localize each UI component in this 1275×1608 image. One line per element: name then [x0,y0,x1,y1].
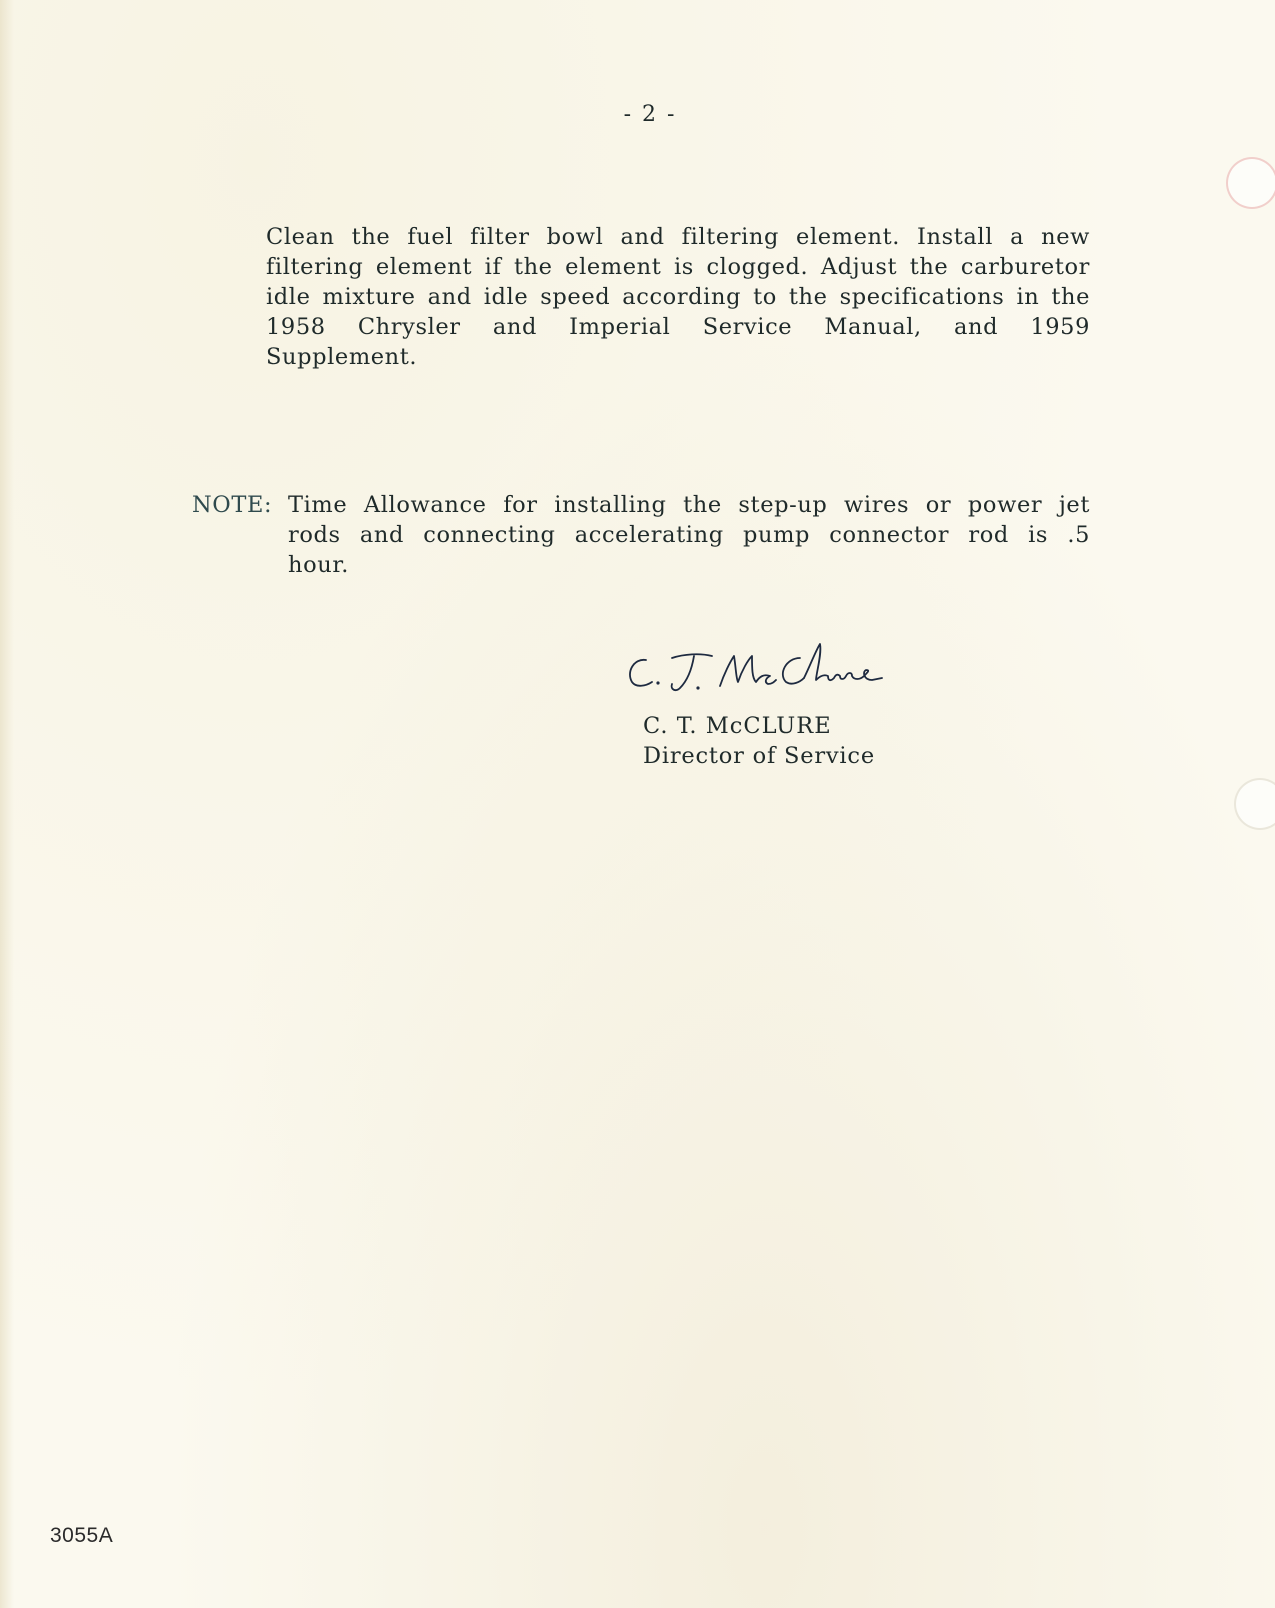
signer-title: Director of Service [643,743,875,769]
note-label: NOTE: [192,492,273,518]
handwritten-signature [624,638,884,694]
punch-hole [1226,157,1275,209]
signer-name: C. T. McCLURE [643,713,832,739]
paper-edge [0,0,14,1608]
punch-hole [1234,778,1275,830]
page-number: - 2 - [623,102,677,127]
form-number: 3055A [50,1524,114,1547]
body-paragraph: Clean the fuel filter bowl and filtering element. Install a new filtering element if the element is clogged. Adjust the carburetor idle mixture and idle speed according to the specifications in the 1958 Chrysler and Imperial Service Manual, and 1959 Supplement. [266,224,1090,370]
note-text: Time Allowance for installing the step-up wires or power jet rods and connecting accelerating pump connector rod is .5 hour. [288,492,1090,578]
